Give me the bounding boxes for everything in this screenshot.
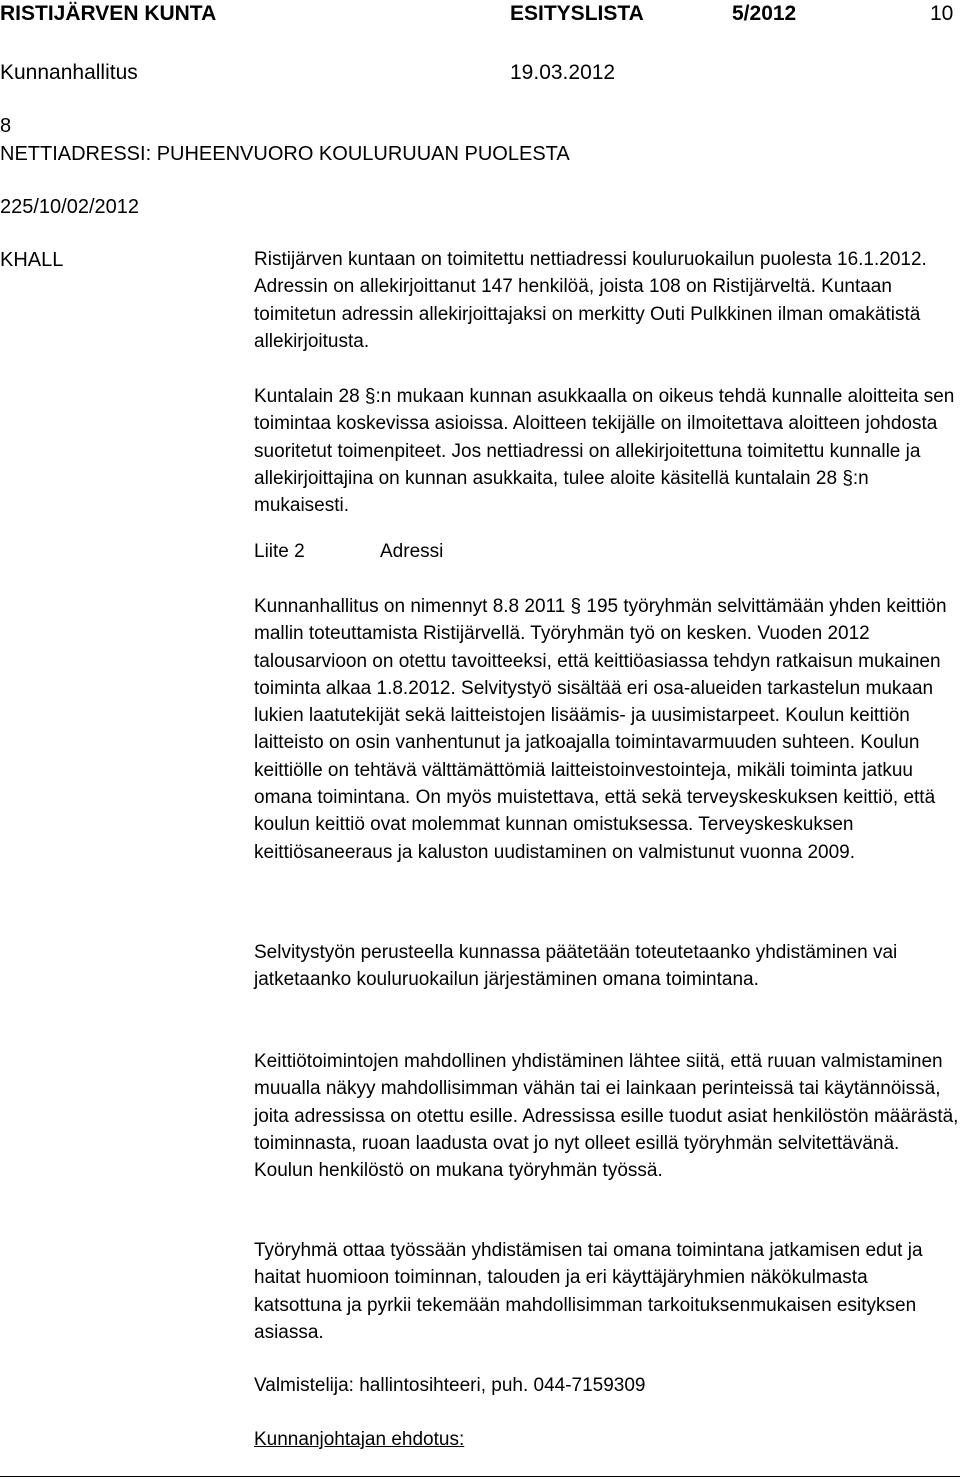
header-body: Kunnanhallitus <box>0 61 138 84</box>
paragraph-5: Keittiötoimintojen mahdollinen yhdistäminen lähtee siitä, että ruuan valmistaminen muualla näkyy mahdollisimman vähän tai ei lainkaan perinteissä tai käytännöissä, joita adressissa on otettu esille. Adressissa esille tuodut asiat henkilöstön määrästä, toiminnasta, ruoan laadusta ovat jo nyt olleet esillä työryhmän selvitettävänä. Koulun henkilöstö on mukana työryhmän työssä. <box>254 1051 959 1182</box>
body-label: KHALL <box>0 249 64 271</box>
footer-rule <box>0 1476 960 1477</box>
proposal-heading: Kunnanjohtajan ehdotus: <box>254 1429 465 1450</box>
attachment-name: Adressi <box>380 541 444 562</box>
paragraph-6: Työryhmä ottaa työssään yhdistämisen tai omana toimintana jatkamisen edut ja haitat huomioon toiminnan, talouden ja eri käyttäjäryhmien näkökulmasta katsottuna ja pyrkii tekemään mahdollisimman tarkoituksenmukaisen esityksen asiassa. <box>254 1240 923 1343</box>
header-doc-type: ESITYSLISTA <box>510 2 644 25</box>
paragraph-1: Ristijärven kuntaan on toimitettu nettiadressi kouluruokailun puolesta 16.1.2012. Adressin on allekirjoittanut 147 henkilöä, joista 108 on Ristijärveltä. Kuntaan toimitetun adressin allekirjoittajaksi on merkitty Outi Pulkkinen ilman omakätistä allekirjoitusta. <box>254 249 927 352</box>
header-municipality: RISTIJÄRVEN KUNTA <box>0 2 217 25</box>
header-page-number: 10 <box>930 2 954 25</box>
item-title: NETTIADRESSI: PUHEENVUORO KOULURUUAN PUOLESTA <box>0 143 570 165</box>
diary-number: 225/10/02/2012 <box>0 196 140 218</box>
header-issue: 5/2012 <box>732 2 797 25</box>
item-number: 8 <box>0 115 12 137</box>
paragraph-3: Kunnanhallitus on nimennyt 8.8 2011 § 195 työryhmän selvittämään yhden keittiön mallin toteuttamista Ristijärvellä. Työryhmän työ on kesken. Vuoden 2012 talousarvioon on otettu tavoitteeksi, että keittiöasiassa tehdyn ratkaisun mukainen toiminta alkaa 1.8.2012. Selvitystyö sisältää eri osa-alueiden tarkastelun mukaan lukien laatutekijät sekä laitteistojen lisäämis- ja uusimistarpeet. Koulun keittiön laitteisto on osin vanhentunut ja jatkoajalla toimintavarmuuden suhteen. Koulun keittiölle on tehtävä välttämättömiä laitteistoinvestointeja, mikäli toiminta jatkuu omana toimintana. On myös muistettava, että sekä terveyskeskuksen keittiö, että koulun keittiö ovat molemmat kunnan omistuksessa. Terveyskeskuksen keittiösaneeraus ja kaluston uudistaminen on valmistunut vuonna 2009. <box>254 596 947 863</box>
paragraph-4: Selvitystyön perusteella kunnassa päätetään toteutetaanko yhdistäminen vai jatketaanko kouluruokailun järjestäminen omana toimintana. <box>254 942 898 991</box>
header-date: 19.03.2012 <box>510 61 616 84</box>
paragraph-2: Kuntalain 28 §:n mukaan kunnan asukkaalla on oikeus tehdä kunnalle aloitteita sen toimintaa koskevissa asioissa. Aloitteen tekijälle on ilmoitettava aloitteen johdosta suoritetut toimenpiteet. Jos nettiadressi on allekirjoitettuna toimitettu kunnalle ja allekirjoittajina on kunnan asukkaita, tulee aloite käsitellä kuntalain 28 §:n mukaisesti. <box>254 386 955 517</box>
preparer-line: Valmistelija: hallintosihteeri, puh. 044-7159309 <box>254 1375 646 1396</box>
attachment-label: Liite 2 <box>254 541 305 562</box>
